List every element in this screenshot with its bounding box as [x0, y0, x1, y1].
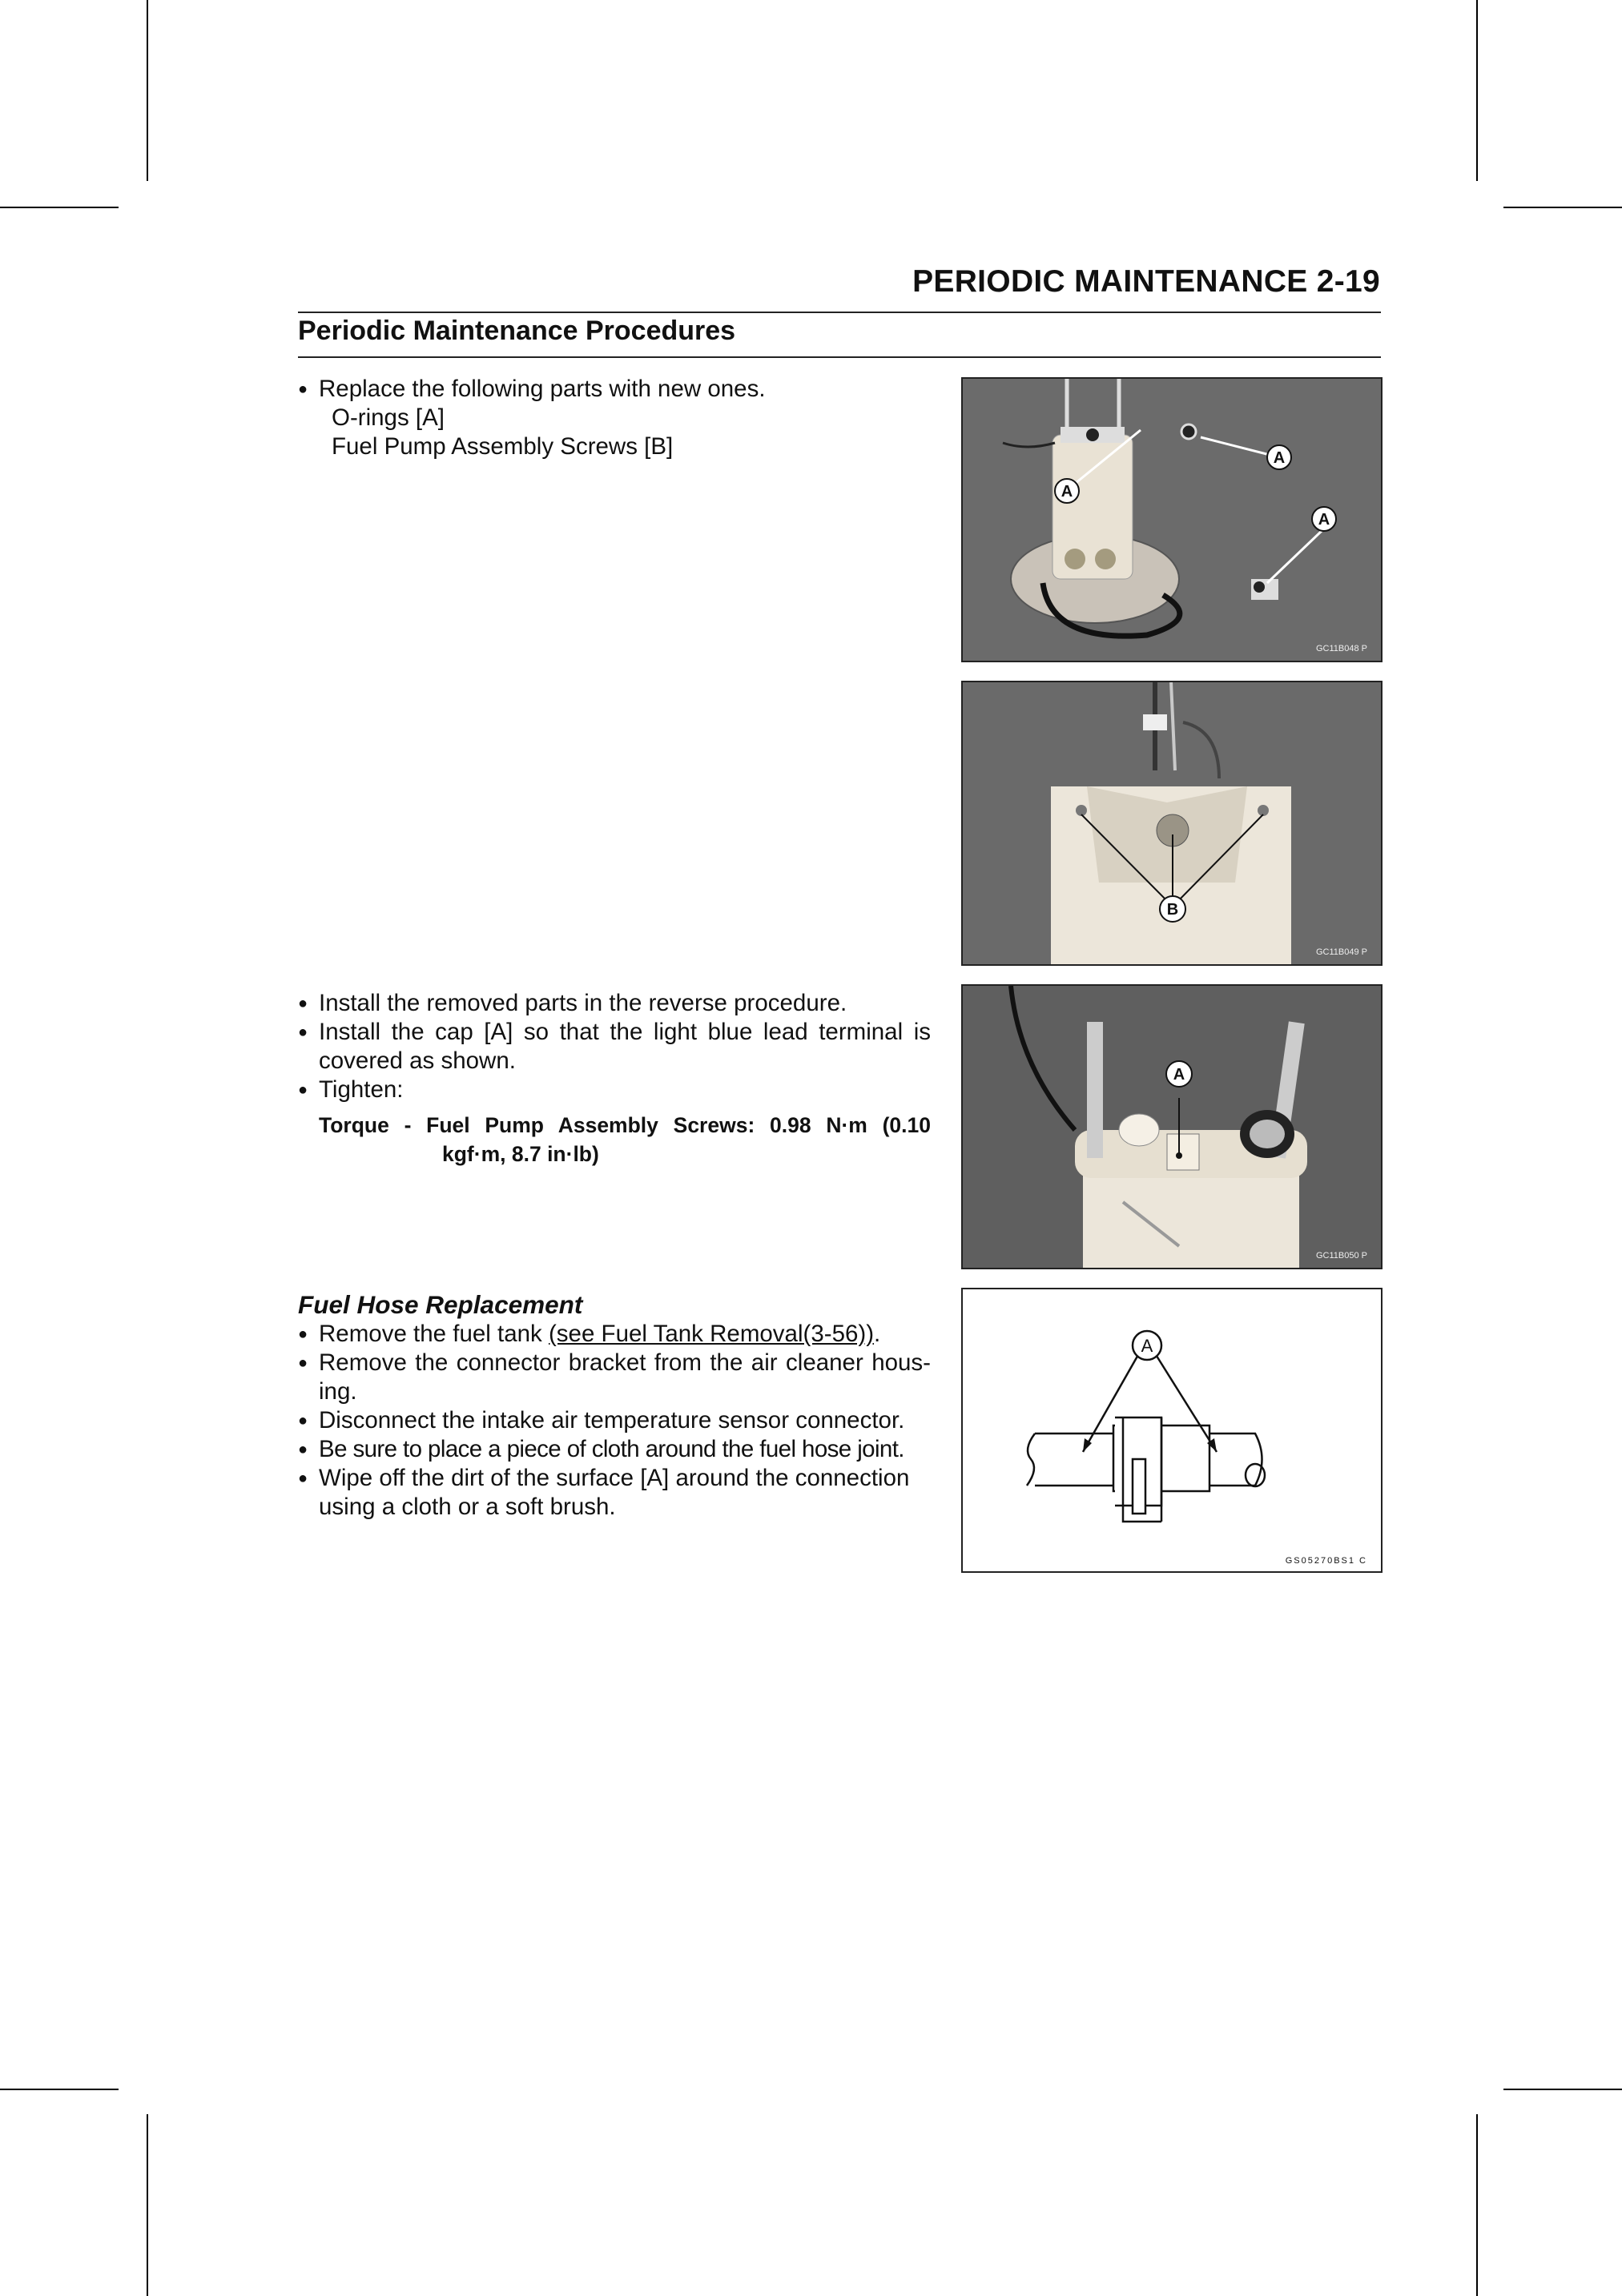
callout-b — [1160, 896, 1185, 922]
svg-text:A: A — [1141, 1336, 1153, 1356]
part-item: O-rings [A] — [332, 404, 445, 431]
fuel-hose-joint-diagram — [961, 1288, 1383, 1573]
crop-mark — [1503, 2089, 1622, 2090]
callout-a — [1133, 1331, 1161, 1360]
cross-reference-link[interactable]: (see Fuel Tank Removal(3-56)) — [548, 1321, 875, 1347]
install-block — [298, 989, 931, 1168]
callout-a — [1166, 1061, 1192, 1087]
fuel-pump-photo-cap — [961, 984, 1383, 1269]
svg-text:A: A — [1061, 483, 1073, 501]
svg-text:A: A — [1173, 1066, 1185, 1084]
crop-mark — [1503, 207, 1622, 208]
crop-mark — [1476, 2114, 1478, 2296]
fuel-pump-photo-screws — [961, 681, 1383, 966]
callout-a — [1267, 445, 1291, 469]
subsection-title: Fuel Hose Replacement — [298, 1290, 583, 1319]
bullet-item: ● Replace the following parts with new ones. — [298, 375, 931, 404]
replace-parts-block — [298, 375, 931, 461]
section-title: Periodic Maintenance Procedures — [298, 316, 736, 346]
bullet-item: ● Disconnect the intake air temperature sensor connector. — [298, 1406, 931, 1435]
bullet-item: ● Be sure to place a piece of cloth around the fuel hose joint. — [298, 1435, 931, 1464]
bullet-item: ● Tighten: — [298, 1076, 931, 1104]
figure-code: GC11B049 P — [1315, 947, 1367, 957]
crop-mark — [0, 207, 119, 208]
figure-code: GC11B048 P — [1315, 644, 1367, 653]
bullet-text: Remove the fuel tank — [319, 1321, 549, 1347]
torque-spec — [298, 1111, 931, 1168]
running-title: PERIODIC MAINTENANCE 2-19 — [912, 264, 1380, 299]
bullet-item: ● Wipe off the dirt of the surface [A] around the connection using a cloth or a soft brush. — [298, 1464, 931, 1522]
figure-code: GS05270BS1 C — [1285, 1556, 1367, 1566]
bullet-item: ● Remove the connector bracket from the air cleaner hous-ing. — [298, 1349, 931, 1406]
header-rule — [298, 312, 1381, 313]
svg-text:A: A — [1273, 449, 1286, 467]
bullet-item — [298, 1320, 931, 1349]
torque-line: Torque - Fuel Pump Assembly Screws: 0.98 N·m (0.10 — [319, 1113, 931, 1137]
figure-code: GC11B050 P — [1315, 1251, 1367, 1261]
crop-mark — [1476, 0, 1478, 181]
svg-text:A: A — [1318, 511, 1330, 529]
fuel-hose-block — [298, 1289, 931, 1522]
callout-a — [1312, 507, 1336, 531]
callout-a — [1055, 479, 1079, 503]
bullet-item: ● Install the cap [A] so that the light blue lead terminal is covered as shown. — [298, 1018, 931, 1076]
bullet-item: ● Install the removed parts in the reverse procedure. — [298, 989, 931, 1018]
svg-text:B: B — [1166, 901, 1179, 919]
fuel-pump-photo-o-rings — [961, 377, 1383, 662]
crop-mark — [147, 2114, 148, 2296]
crop-mark — [0, 2089, 119, 2090]
torque-line: kgf·m, 8.7 in·lb) — [442, 1142, 599, 1166]
part-item: Fuel Pump Assembly Screws [B] — [332, 433, 674, 460]
crop-mark — [147, 0, 148, 181]
header-rule-lower — [298, 356, 1381, 358]
bullet-text: . — [874, 1321, 881, 1347]
